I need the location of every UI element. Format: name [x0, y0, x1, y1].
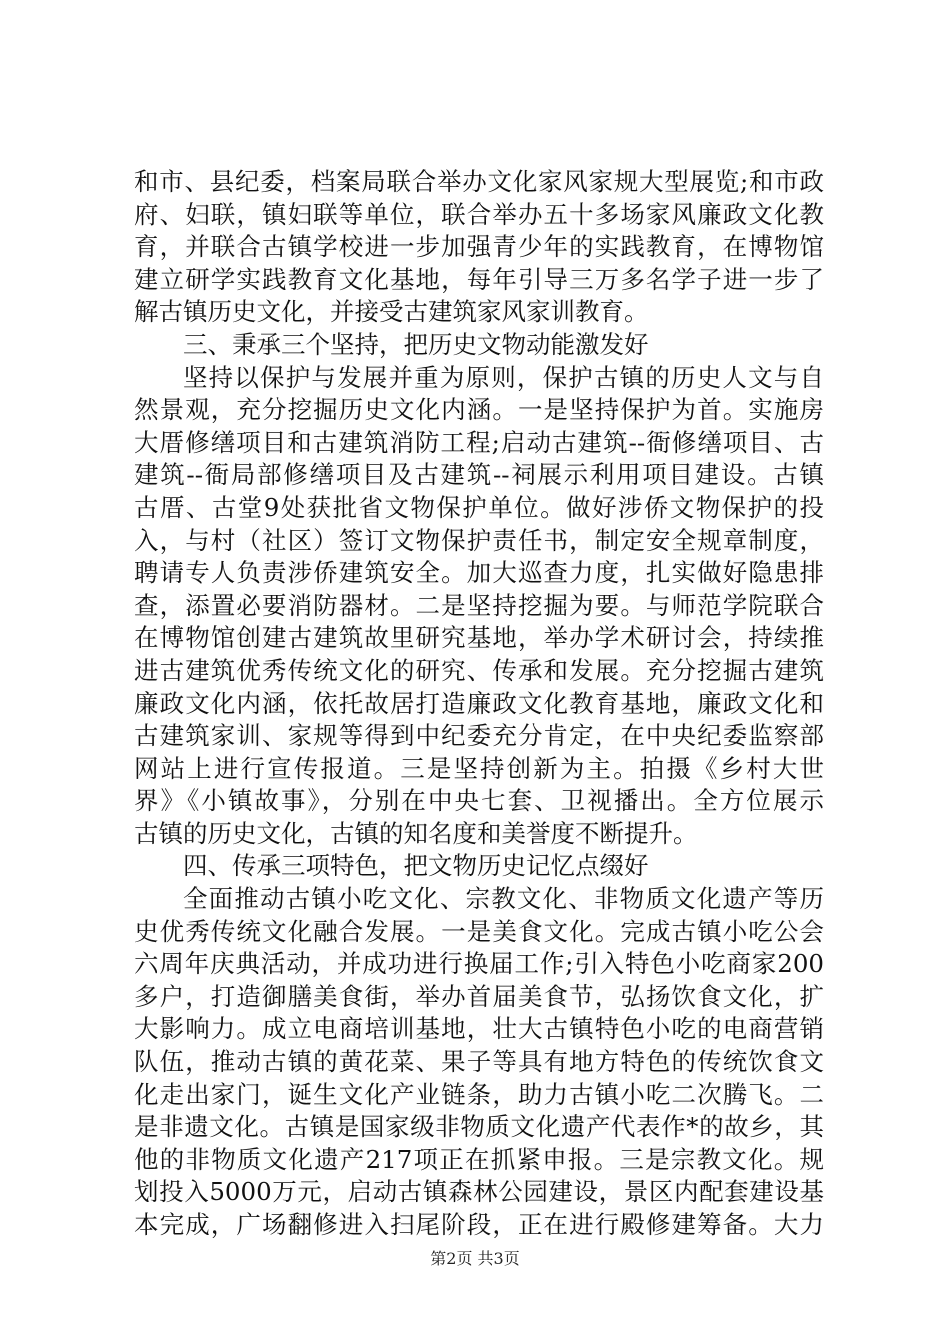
- body-text: [134, 166, 824, 1242]
- text-line: 建筑--衙局部修缮项目及古建筑--祠展示利用项目建设。古镇: [134, 460, 824, 490]
- text-line: 大厝修缮项目和古建筑消防工程;启动古建筑--衙修缮项目、古: [134, 427, 824, 457]
- text-line: 廉政文化内涵，依托故居打造廉政文化教育基地，廉政文化和: [134, 688, 824, 718]
- text-line: 古镇的历史文化，古镇的知名度和美誉度不断提升。: [134, 818, 698, 848]
- text-line: 大影响力。成立电商培训基地，壮大古镇特色小吃的电商营销: [134, 1014, 824, 1044]
- text-line: 古建筑家训、家规等得到中纪委充分肯定，在中央纪委监察部: [134, 721, 824, 751]
- text-line: 聘请专人负责涉侨建筑安全。加大巡查力度，扎实做好隐患排: [134, 558, 824, 588]
- text-line: 然景观，充分挖掘历史文化内涵。一是坚持保护为首。实施房: [134, 395, 824, 425]
- text-line: 是非遗文化。古镇是国家级非物质文化遗产代表作*的故乡，其: [134, 1112, 824, 1142]
- text-line: 化走出家门，诞生文化产业链条，助力古镇小吃二次腾飞。二: [134, 1079, 824, 1109]
- text-line: 解古镇历史文化，并接受古建筑家风家训教育。: [134, 297, 649, 327]
- text-line: 网站上进行宣传报道。三是坚持创新为主。拍摄《乡村大世: [134, 753, 824, 783]
- text-line: 府、妇联，镇妇联等单位，联合举办五十多场家风廉政文化教: [134, 199, 824, 229]
- text-line: 三、秉承三个坚持，把历史文物动能激发好: [183, 329, 649, 359]
- text-line: 进古建筑优秀传统文化的研究、传承和发展。充分挖掘古建筑: [134, 655, 824, 685]
- text-line: 查，添置必要消防器材。二是坚持挖掘为要。与师范学院联合: [134, 590, 824, 620]
- text-line: 史优秀传统文化融合发展。一是美食文化。完成古镇小吃公会: [134, 916, 824, 946]
- text-line: 四、传承三项特色，把文物历史记忆点缀好: [183, 851, 649, 881]
- text-line: 全面推动古镇小吃文化、宗教文化、非物质文化遗产等历: [183, 884, 824, 914]
- text-line: 划投入5000万元，启动古镇森林公园建设，景区内配套建设基: [134, 1177, 824, 1207]
- page-footer: 第2页 共3页: [430, 1249, 520, 1268]
- text-line: 在博物馆创建古建筑故里研究基地，举办学术研讨会，持续推: [134, 623, 824, 653]
- text-line: 建立研学实践教育文化基地，每年引导三万多名学子进一步了: [134, 264, 824, 294]
- text-line: 坚持以保护与发展并重为原则，保护古镇的历史人文与自: [183, 362, 824, 392]
- text-line: 本完成，广场翻修进入扫尾阶段，正在进行殿修建筹备。大力: [134, 1210, 824, 1239]
- text-line: 六周年庆典活动，并成功进行换届工作;引入特色小吃商家200: [134, 949, 824, 979]
- text-line: 和市、县纪委，档案局联合举办文化家风家规大型展览;和市政: [134, 167, 824, 196]
- text-line: 古厝、古堂9处获批省文物保护单位。做好涉侨文物保护的投: [134, 492, 824, 522]
- text-line: 育，并联合古镇学校进一步加强青少年的实践教育，在博物馆: [134, 232, 824, 262]
- text-line: 界》《小镇故事》，分别在中央七套、卫视播出。全方位展示: [134, 786, 824, 816]
- text-line: 多户，打造御膳美食街，举办首届美食节，弘扬饮食文化，扩: [134, 981, 824, 1011]
- text-line: 入，与村（社区）签订文物保护责任书，制定安全规章制度，: [134, 525, 824, 555]
- text-line: 他的非物质文化遗产217项正在抓紧申报。三是宗教文化。规: [134, 1144, 824, 1174]
- text-line: 队伍，推动古镇的黄花菜、果子等具有地方特色的传统饮食文: [134, 1047, 824, 1077]
